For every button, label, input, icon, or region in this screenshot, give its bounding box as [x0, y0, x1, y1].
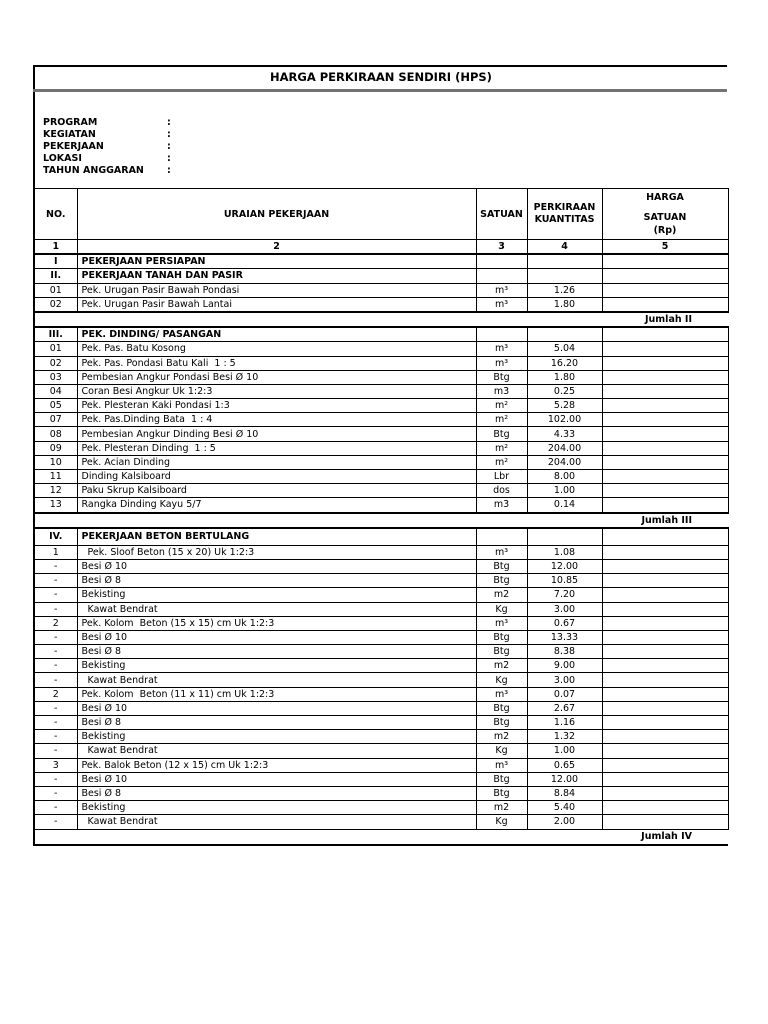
table-body: [34, 254, 728, 844]
row-quantity: 1.16: [527, 716, 602, 730]
row-quantity: 2.00: [527, 815, 602, 829]
row-unit-price: [602, 659, 728, 673]
row-quantity: 1.80: [527, 297, 602, 312]
row-unit: [476, 269, 527, 283]
row-description: Pek. Kolom Beton (11 x 11) cm Uk 1:2:3: [77, 687, 476, 701]
row-number: -: [34, 701, 77, 715]
row-description: Bekisting: [77, 801, 476, 815]
row-unit: Btg: [476, 645, 527, 659]
row-unit-price: [602, 283, 728, 297]
row-unit-price: [602, 484, 728, 498]
row-quantity: 9.00: [527, 659, 602, 673]
table-row: [34, 716, 728, 730]
row-number: I: [34, 254, 77, 269]
document-title: HARGA PERKIRAAN SENDIRI (HPS): [33, 65, 727, 89]
row-quantity: 1.32: [527, 730, 602, 744]
row-unit-price: [602, 528, 728, 546]
table-row: [34, 283, 728, 297]
row-number: -: [34, 645, 77, 659]
row-unit-price: [602, 498, 728, 513]
row-quantity: 7.20: [527, 588, 602, 602]
table-row: [34, 659, 728, 673]
header-no: NO.: [34, 189, 77, 240]
row-unit: m²: [476, 413, 527, 427]
row-unit: Btg: [476, 574, 527, 588]
row-unit-price: [602, 559, 728, 573]
table-row: [34, 384, 728, 398]
row-unit: [476, 254, 527, 269]
row-number: 05: [34, 399, 77, 413]
row-unit-price: [602, 786, 728, 800]
table-row: [34, 645, 728, 659]
hps-sheet: [33, 65, 727, 846]
table-row: [34, 399, 728, 413]
row-unit: Btg: [476, 370, 527, 384]
row-quantity: 12.00: [527, 772, 602, 786]
row-unit: Kg: [476, 744, 527, 758]
row-unit: Btg: [476, 559, 527, 573]
row-unit: Kg: [476, 673, 527, 687]
row-number: III.: [34, 327, 77, 342]
row-unit-price: [602, 455, 728, 469]
row-quantity: 1.80: [527, 370, 602, 384]
row-description: Besi Ø 8: [77, 574, 476, 588]
row-quantity: 1.26: [527, 283, 602, 297]
table-row: [34, 786, 728, 800]
row-number: -: [34, 801, 77, 815]
table-header-row: [34, 189, 728, 240]
row-quantity: 1.00: [527, 744, 602, 758]
table-row: [34, 441, 728, 455]
row-description: Bekisting: [77, 730, 476, 744]
table-row: [34, 269, 728, 283]
row-description: Pek. Urugan Pasir Bawah Pondasi: [77, 283, 476, 297]
row-unit: m2: [476, 730, 527, 744]
row-unit: Kg: [476, 602, 527, 616]
row-quantity: 0.14: [527, 498, 602, 513]
row-unit: Kg: [476, 815, 527, 829]
row-description: PEKERJAAN TANAH DAN PASIR: [77, 269, 476, 283]
section-total-label: Jumlah IV: [34, 829, 728, 845]
row-unit-price: [602, 701, 728, 715]
row-number: 01: [34, 283, 77, 297]
row-number: 2: [34, 616, 77, 630]
row-unit-price: [602, 269, 728, 283]
row-description: Besi Ø 10: [77, 630, 476, 644]
table-row: [34, 630, 728, 644]
row-quantity: 13.33: [527, 630, 602, 644]
row-description: Pek. Kolom Beton (15 x 15) cm Uk 1:2:3: [77, 616, 476, 630]
row-number: -: [34, 559, 77, 573]
row-unit: [476, 327, 527, 342]
row-number: -: [34, 730, 77, 744]
row-quantity: 2.67: [527, 701, 602, 715]
row-description: Pek. Plesteran Kaki Pondasi 1:3: [77, 399, 476, 413]
row-description: Besi Ø 8: [77, 645, 476, 659]
header-kuantitas: PERKIRAAN KUANTITAS: [527, 189, 602, 240]
row-unit-price: [602, 574, 728, 588]
row-unit: m2: [476, 588, 527, 602]
row-number: 07: [34, 413, 77, 427]
row-quantity: 8.84: [527, 786, 602, 800]
table-row: [34, 602, 728, 616]
row-unit: m3: [476, 498, 527, 513]
row-description: Bekisting: [77, 588, 476, 602]
header-uraian: URAIAN PEKERJAAN: [77, 189, 476, 240]
row-description: Pek. Plesteran Dinding 1 : 5: [77, 441, 476, 455]
row-description: Pek. Pas.Dinding Bata 1 : 4: [77, 413, 476, 427]
row-description: Besi Ø 10: [77, 701, 476, 715]
row-description: Paku Skrup Kalsiboard: [77, 484, 476, 498]
row-quantity: 10.85: [527, 574, 602, 588]
row-number: 2: [34, 687, 77, 701]
row-number: 02: [34, 297, 77, 312]
row-unit-price: [602, 342, 728, 356]
row-unit-price: [602, 356, 728, 370]
row-quantity: 0.67: [527, 616, 602, 630]
row-number: 10: [34, 455, 77, 469]
row-unit-price: [602, 254, 728, 269]
row-unit: m³: [476, 687, 527, 701]
row-unit-price: [602, 630, 728, 644]
row-description: Pek. Sloof Beton (15 x 20) Uk 1:2:3: [77, 545, 476, 559]
info-row-tahun-anggaran: TAHUN ANGGARAN :: [43, 165, 171, 176]
row-unit: Btg: [476, 716, 527, 730]
table-row: [34, 730, 728, 744]
table-row: [34, 616, 728, 630]
row-number: II.: [34, 269, 77, 283]
row-quantity: 16.20: [527, 356, 602, 370]
table-row: [34, 545, 728, 559]
row-description: Pek. Balok Beton (12 x 15) cm Uk 1:2:3: [77, 758, 476, 772]
row-unit: m³: [476, 758, 527, 772]
row-unit-price: [602, 327, 728, 342]
row-number: 08: [34, 427, 77, 441]
row-unit-price: [602, 427, 728, 441]
row-number: -: [34, 744, 77, 758]
row-number: 02: [34, 356, 77, 370]
row-number: -: [34, 772, 77, 786]
row-quantity: 5.28: [527, 399, 602, 413]
info-row-kegiatan: KEGIATAN :: [43, 129, 171, 140]
row-unit-price: [602, 588, 728, 602]
table-row: [34, 772, 728, 786]
row-quantity: [527, 528, 602, 546]
row-number: 01: [34, 342, 77, 356]
row-quantity: 1.00: [527, 484, 602, 498]
row-number: -: [34, 588, 77, 602]
row-description: Besi Ø 8: [77, 786, 476, 800]
row-unit: Btg: [476, 772, 527, 786]
row-unit-price: [602, 616, 728, 630]
row-unit-price: [602, 801, 728, 815]
row-unit: m²: [476, 399, 527, 413]
row-quantity: 8.00: [527, 470, 602, 484]
row-unit: [476, 528, 527, 546]
row-unit-price: [602, 470, 728, 484]
row-unit: Btg: [476, 427, 527, 441]
table-row: [34, 574, 728, 588]
row-quantity: 3.00: [527, 673, 602, 687]
row-quantity: 204.00: [527, 441, 602, 455]
row-unit: m³: [476, 342, 527, 356]
table-row: [34, 370, 728, 384]
row-number: 11: [34, 470, 77, 484]
row-unit: Btg: [476, 786, 527, 800]
info-row-lokasi: LOKASI :: [43, 153, 171, 164]
row-number: -: [34, 673, 77, 687]
row-unit: m³: [476, 545, 527, 559]
row-quantity: 3.00: [527, 602, 602, 616]
row-description: Pembesian Angkur Pondasi Besi Ø 10: [77, 370, 476, 384]
row-description: Besi Ø 10: [77, 772, 476, 786]
table-row: [34, 356, 728, 370]
row-description: Pembesian Angkur Dinding Besi Ø 10: [77, 427, 476, 441]
row-unit: m3: [476, 384, 527, 398]
row-description: Bekisting: [77, 659, 476, 673]
row-quantity: [527, 327, 602, 342]
row-description: Pek. Urugan Pasir Bawah Lantai: [77, 297, 476, 312]
row-unit-price: [602, 673, 728, 687]
row-description: Pek. Acian Dinding: [77, 455, 476, 469]
row-number: IV.: [34, 528, 77, 546]
row-number: -: [34, 659, 77, 673]
row-quantity: 204.00: [527, 455, 602, 469]
row-quantity: 0.65: [527, 758, 602, 772]
row-quantity: 12.00: [527, 559, 602, 573]
table-row: [34, 455, 728, 469]
row-description: Kawat Bendrat: [77, 602, 476, 616]
section-total-label: Jumlah III: [34, 513, 728, 528]
row-unit: m³: [476, 297, 527, 312]
row-unit-price: [602, 687, 728, 701]
table-row: [34, 744, 728, 758]
row-unit-price: [602, 413, 728, 427]
section-total-row: [34, 513, 728, 528]
row-quantity: [527, 254, 602, 269]
table-row: [34, 701, 728, 715]
row-unit-price: [602, 297, 728, 312]
row-description: Besi Ø 8: [77, 716, 476, 730]
row-description: Besi Ø 10: [77, 559, 476, 573]
row-number: -: [34, 815, 77, 829]
row-number: 1: [34, 545, 77, 559]
table-row: [34, 528, 728, 546]
table-row: [34, 498, 728, 513]
section-total-row: [34, 312, 728, 327]
table-row: [34, 687, 728, 701]
row-quantity: 1.08: [527, 545, 602, 559]
row-description: PEKERJAAN BETON BERTULANG: [77, 528, 476, 546]
row-number: -: [34, 630, 77, 644]
info-row-pekerjaan: PEKERJAAN :: [43, 141, 171, 152]
row-number: 3: [34, 758, 77, 772]
row-description: PEKERJAAN PERSIAPAN: [77, 254, 476, 269]
row-unit-price: [602, 441, 728, 455]
row-unit-price: [602, 716, 728, 730]
row-quantity: 0.07: [527, 687, 602, 701]
row-quantity: [527, 269, 602, 283]
row-unit: m²: [476, 455, 527, 469]
row-quantity: 5.04: [527, 342, 602, 356]
row-description: Kawat Bendrat: [77, 744, 476, 758]
table-row: [34, 588, 728, 602]
row-unit: Btg: [476, 701, 527, 715]
row-quantity: 4.33: [527, 427, 602, 441]
row-unit-price: [602, 602, 728, 616]
info-row-program: PROGRAM :: [43, 117, 171, 128]
row-quantity: 0.25: [527, 384, 602, 398]
row-unit-price: [602, 744, 728, 758]
hps-table: [33, 188, 729, 846]
row-number: -: [34, 786, 77, 800]
row-quantity: 102.00: [527, 413, 602, 427]
table-row: [34, 758, 728, 772]
table-row: [34, 297, 728, 312]
row-unit-price: [602, 815, 728, 829]
row-unit: Lbr: [476, 470, 527, 484]
section-total-label: Jumlah II: [34, 312, 728, 327]
table-row: [34, 673, 728, 687]
header-satuan: SATUAN: [476, 189, 527, 240]
row-description: Dinding Kalsiboard: [77, 470, 476, 484]
table-row: [34, 342, 728, 356]
row-number: 03: [34, 370, 77, 384]
row-number: -: [34, 602, 77, 616]
table-row: [34, 413, 728, 427]
table-row: [34, 470, 728, 484]
row-description: Pek. Pas. Pondasi Batu Kali 1 : 5: [77, 356, 476, 370]
row-description: Kawat Bendrat: [77, 815, 476, 829]
row-unit-price: [602, 399, 728, 413]
row-description: Pek. Pas. Batu Kosong: [77, 342, 476, 356]
table-row: [34, 427, 728, 441]
row-unit: m³: [476, 283, 527, 297]
row-unit-price: [602, 758, 728, 772]
row-number: -: [34, 716, 77, 730]
row-unit-price: [602, 730, 728, 744]
row-unit: Btg: [476, 630, 527, 644]
table-row: [34, 327, 728, 342]
row-number: -: [34, 574, 77, 588]
row-number: 12: [34, 484, 77, 498]
row-unit: m³: [476, 356, 527, 370]
row-quantity: 8.38: [527, 645, 602, 659]
row-number: 04: [34, 384, 77, 398]
row-unit-price: [602, 384, 728, 398]
row-unit: m2: [476, 659, 527, 673]
section-total-row: [34, 829, 728, 845]
row-number: 09: [34, 441, 77, 455]
row-unit: m2: [476, 801, 527, 815]
row-unit-price: [602, 772, 728, 786]
row-unit: m³: [476, 616, 527, 630]
table-row: [34, 484, 728, 498]
row-unit: dos: [476, 484, 527, 498]
table-row: [34, 254, 728, 269]
row-unit-price: [602, 645, 728, 659]
row-description: Rangka Dinding Kayu 5/7: [77, 498, 476, 513]
column-number-row: 1 2 3 4 5: [34, 240, 728, 255]
row-unit-price: [602, 370, 728, 384]
row-description: Kawat Bendrat: [77, 673, 476, 687]
row-description: Coran Besi Angkur Uk 1:2:3: [77, 384, 476, 398]
row-number: 13: [34, 498, 77, 513]
header-harga-satuan: HARGA SATUAN (Rp): [602, 189, 728, 240]
table-row: [34, 815, 728, 829]
row-description: PEK. DINDING/ PASANGAN: [77, 327, 476, 342]
row-unit-price: [602, 545, 728, 559]
project-info-block: [33, 92, 727, 188]
table-row: [34, 801, 728, 815]
row-quantity: 5.40: [527, 801, 602, 815]
table-row: [34, 559, 728, 573]
row-unit: m²: [476, 441, 527, 455]
